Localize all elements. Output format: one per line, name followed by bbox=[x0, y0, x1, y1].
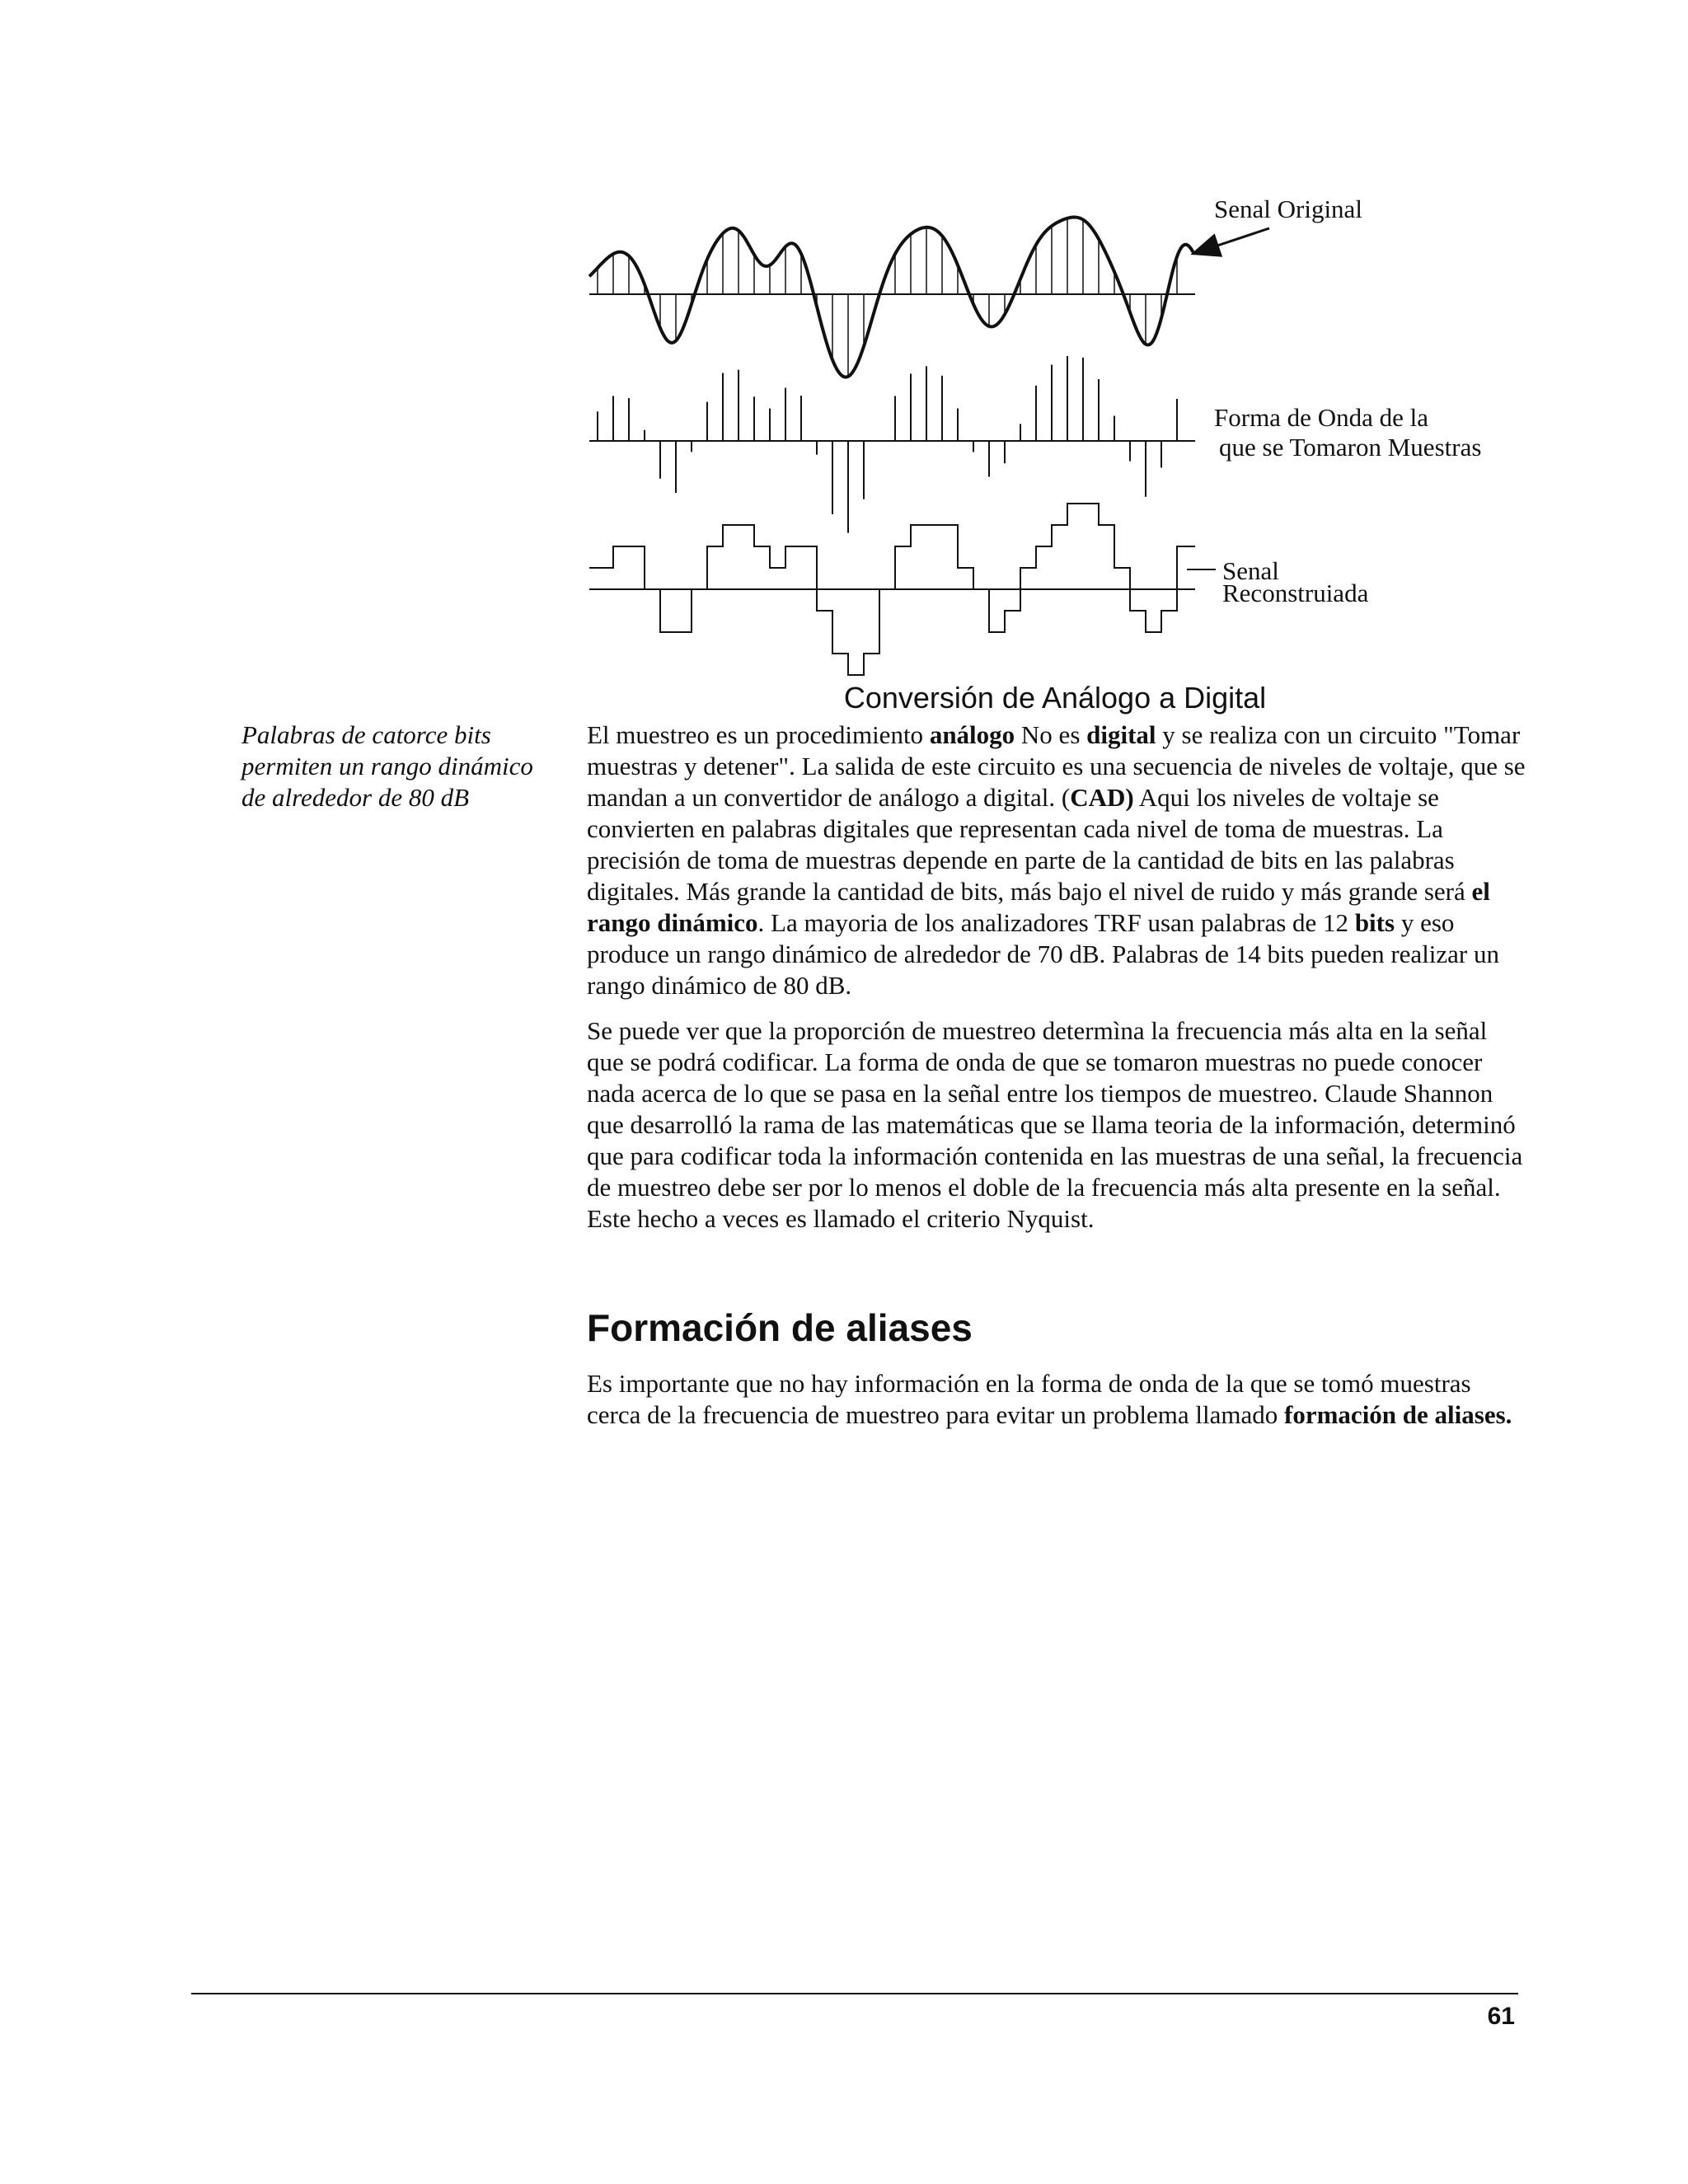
sampled-waveform-stems bbox=[598, 356, 1177, 533]
bold-term: digital bbox=[1086, 720, 1156, 749]
bold-term: CAD) bbox=[1070, 783, 1134, 812]
label-reconstructed-line1: Senal bbox=[1222, 556, 1279, 585]
bold-term: bits bbox=[1354, 908, 1395, 937]
margin-note-line: de alrededor de 80 dB bbox=[241, 783, 470, 812]
bold-term: el rango dinámico bbox=[587, 877, 1490, 937]
figure-caption: Conversión de Análogo a Digital bbox=[843, 681, 1267, 715]
text-run: . La mayoria de los analizadores TRF usan palabras de 12 bbox=[757, 908, 1355, 937]
margin-note bbox=[241, 719, 571, 813]
original-sample-stems bbox=[598, 218, 1177, 377]
label-reconstructed-line2: Reconstruiada bbox=[1222, 579, 1369, 607]
margin-note-line: Palabras de catorce bits bbox=[241, 720, 491, 749]
adc-figure bbox=[577, 177, 1533, 688]
paragraph-aliasing bbox=[587, 1368, 1526, 1431]
section-heading: Formación de aliases bbox=[587, 1306, 973, 1349]
label-sampled-line2: que se Tomaron Muestras bbox=[1219, 433, 1482, 462]
label-original-signal: Senal Original bbox=[1214, 194, 1362, 223]
bold-term: análogo bbox=[929, 720, 1015, 749]
text-run: y se realiza con un circuito "Tomar muestras y detener". La salida de este circuito es una secuencia de niveles de voltaje, que se mandan a un convertidor de análogo a digital. ( bbox=[587, 720, 1526, 812]
bold-term: formación de aliases. bbox=[1284, 1400, 1512, 1429]
paragraph-sampling bbox=[587, 719, 1526, 1001]
text-run: Aqui los niveles de voltaje se convierten en palabras digitales que representan cada nivel de toma de muestras. La precisión de toma de muestras depende en parte de la cantidad de bits en las palabras digitales. Más grande la cantidad de bits, más bajo el nivel de ruido y más grande será bbox=[587, 783, 1472, 906]
original-arrow bbox=[1195, 228, 1269, 253]
text-run: No es bbox=[1015, 720, 1087, 749]
footer-rule bbox=[191, 1993, 1518, 1994]
text-run: y eso produce un rango dinámico de alrededor de 70 dB. Palabras de 14 bits pueden realizar un rango dinámico de 80 dB. bbox=[587, 908, 1500, 1000]
margin-note-line: permiten un rango dinámico bbox=[241, 752, 533, 780]
text-run: Es importante que no hay información en la forma de onda de la que se tomó muestras cerca de la frecuencia de muestreo para evitar un problema llamado bbox=[587, 1369, 1471, 1429]
label-sampled-line1: Forma de Onda de la bbox=[1214, 403, 1428, 432]
text-run: El muestreo es un procedimiento bbox=[587, 720, 930, 749]
paragraph-nyquist: Se puede ver que la proporción de muestreo determìna la frecuencia más alta en la señal que se podrá codificar. La forma de onda de que se tomaron muestras no puede conocer nada acerca de lo que se pasa en la señal entre los tiempos de muestreo. Claude Shannon que desarrolló la rama de las matemáticas que se llama teoria de la información, determinó que para codificar toda la información contenida en las muestras de una señal, la frecuencia de muestreo debe ser por lo menos el doble de la frecuencia más alta presente en la señal. Este hecho a veces es llamado el criterio Nyquist. bbox=[587, 1016, 1523, 1233]
page-number: 61 bbox=[1487, 2003, 1515, 2030]
original-signal-curve bbox=[589, 218, 1194, 377]
